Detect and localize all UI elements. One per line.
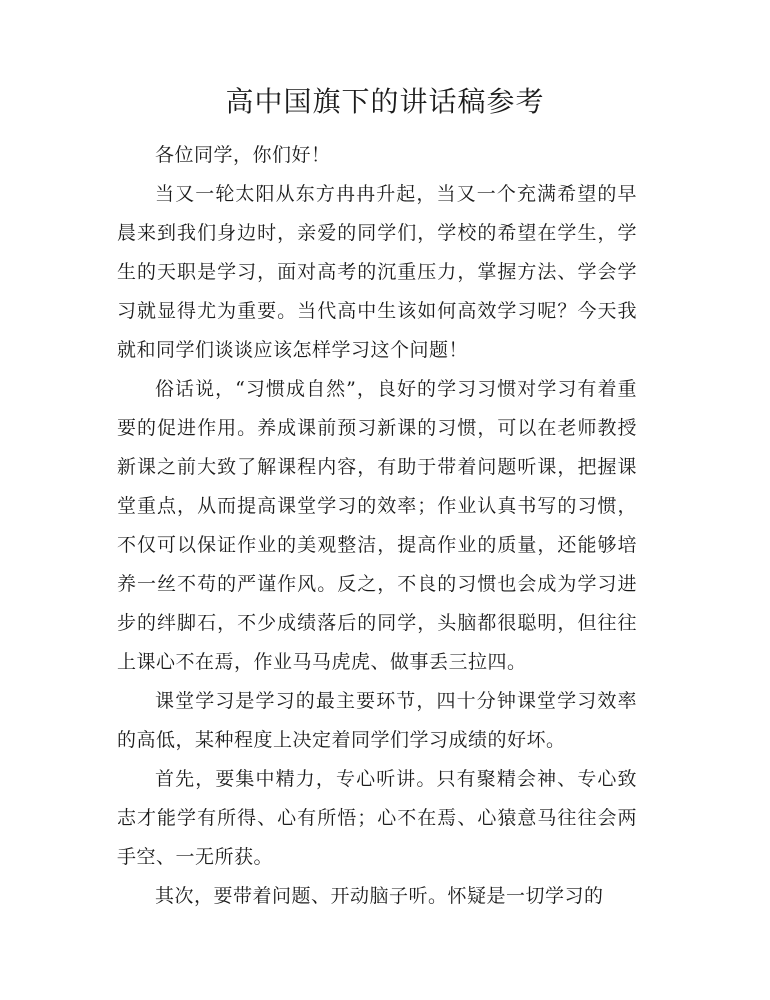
document-body [117, 136, 637, 916]
paragraph-second-point: 其次，要带着问题、开动脑子听。怀疑是一切学习的 [155, 885, 604, 907]
document-title: 高中国旗下的讲话稿参考 [225, 85, 545, 118]
paragraph-classroom: 课堂学习是学习的最主要环节，四十分钟课堂学习效率的高低，某种程度上决定着同学们学习成绩的好坏。 [117, 690, 637, 751]
paragraph-intro: 当又一轮太阳从东方冉冉升起，当又一个充满希望的早晨来到我们身边时，亲爱的同学们，学校的希望在学生，学生的天职是学习，面对高考的沉重压力，掌握方法、学会学习就显得尤为重要。当代高中生该如何高效学习呢？今天我就和同学们谈谈应该怎样学习这个问题！ [117, 183, 637, 361]
paragraph-habits: 俗话说，“习惯成自然”，良好的学习习惯对学习有着重要的促进作用。养成课前预习新课的习惯，可以在老师教授新课之前大致了解课程内容，有助于带着问题听课，把握课堂重点，从而提高课堂学习的效率；作业认真书写的习惯，不仅可以保证作业的美观整洁，提高作业的质量，还能够培养一丝不苟的严谨作风。反之，不良的习惯也会成为学习进步的绊脚石，不少成绩落后的同学，头脑都很聪明，但往往上课心不在焉，作业马马虎虎、做事丢三拉四。 [117, 378, 637, 673]
paragraph-greeting: 各位同学，你们好！ [155, 144, 331, 166]
paragraph-first-point: 首先，要集中精力，专心听讲。只有聚精会神、专心致志才能学有所得、心有所悟；心不在焉、心猿意马往往会两手空、一无所获。 [117, 768, 637, 868]
